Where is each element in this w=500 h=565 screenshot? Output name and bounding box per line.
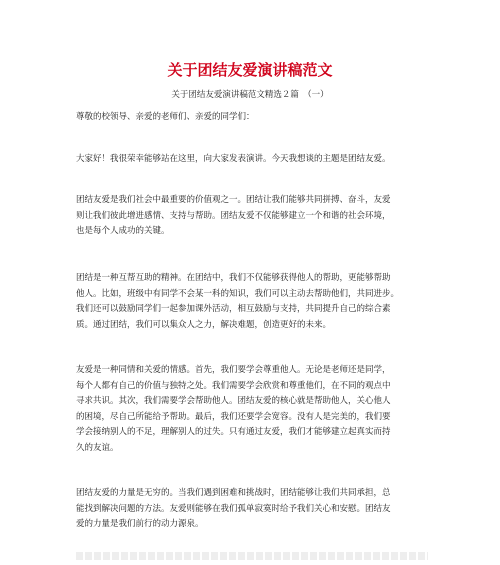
text-line: 也是每个人成功的关键。 bbox=[76, 226, 170, 236]
document-subtitle: 关于团结友爱演讲稿范文精选２篇 （一） bbox=[171, 90, 329, 100]
text-line: 我们还可以鼓励同学们一起参加课外活动，相互鼓励与支持，共同提升自己的综合素 bbox=[76, 304, 391, 314]
faded-text-continuation bbox=[76, 552, 428, 560]
text-line: 他人。比如，班级中有同学不会某一科的知识，我们可以主动去帮助他们，共同进步。 bbox=[76, 288, 400, 299]
text-line: 团结是一种互帮互助的精神。在团结中，我们不仅能够获得他人的帮助，更能够帮助 bbox=[76, 273, 391, 283]
paragraph-unity-values bbox=[76, 193, 428, 240]
text-line: 爱的力量是我们前行的动力源泉。 bbox=[76, 519, 204, 529]
text-line: 则让我们彼此增进感情、支持与帮助。团结友爱不仅能够建立一个和谐的社会环境， bbox=[76, 210, 391, 221]
paragraph-mutual-help bbox=[76, 271, 428, 333]
paragraph-power-of-unity bbox=[76, 486, 428, 533]
paragraph-friendship bbox=[76, 363, 428, 456]
text-line: 团结友爱的力量是无穷的。当我们遇到困难和挑战时，团结能够让我们共同承担，总 bbox=[76, 488, 391, 498]
document-title: 关于团结友爱演讲稿范文 bbox=[167, 61, 333, 79]
text-line: 尊敬的校领导、亲爱的老师们、亲爱的同学们： bbox=[76, 112, 255, 122]
text-line: 友爱是一种同情和关爱的情感。首先，我们要学会尊重他人。无论是老师还是同学， bbox=[76, 365, 391, 375]
text-line: 学会接纳别人的不足，理解别人的过失。只有通过友爱，我们才能够建立起真实而持 bbox=[76, 427, 391, 437]
text-line: 每个人都有自己的价值与独特之处。我们需要学会欣赏和尊重他们，在不同的观点中 bbox=[76, 380, 391, 391]
text-line: 团结友爱是我们社会中最重要的价值观之一。团结让我们能够共同拼搏、奋斗，友爱 bbox=[76, 195, 391, 205]
text-line: 大家好！我很荣幸能够站在这里，向大家发表演讲。今天我想谈的主题是团结友爱。 bbox=[76, 154, 391, 164]
text-line: 的困境，尽自己所能给予帮助。最后，我们还要学会宽容。没有人是完美的，我们要 bbox=[76, 411, 391, 422]
text-line: 久的友谊。 bbox=[76, 442, 119, 453]
paragraph-greeting bbox=[76, 152, 428, 168]
paragraph-salutation bbox=[76, 110, 428, 126]
text-line: 能找到解决问题的方法。友爱则能够在我们孤单寂寞时给予我们关心和安慰。团结友 bbox=[76, 503, 391, 514]
text-line: 质。通过团结，我们可以集众人之力，解决难题，创造更好的未来。 bbox=[76, 319, 332, 330]
text-line: 寻求共识。其次，我们需要学会帮助他人。团结友爱的核心就是帮助他人，关心他人 bbox=[76, 396, 391, 406]
